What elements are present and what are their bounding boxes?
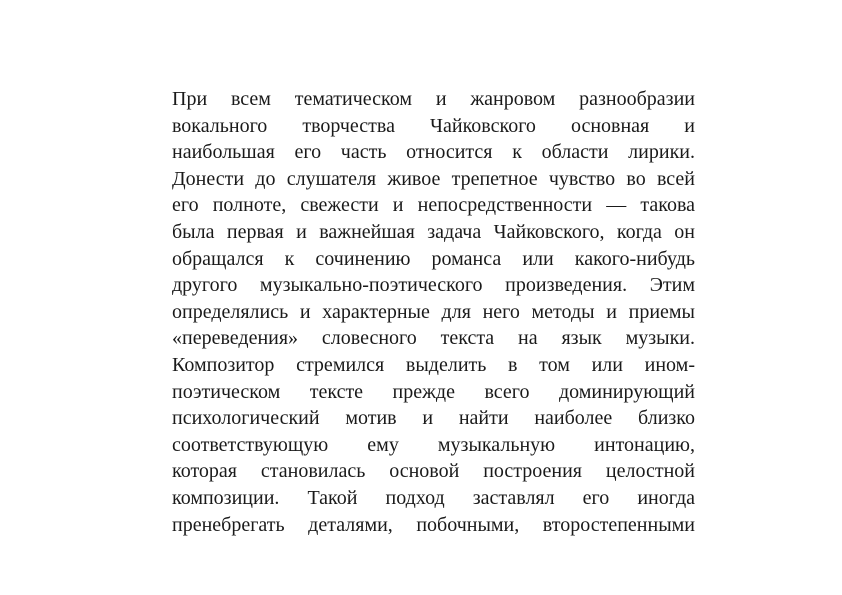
paragraph-line-17: пренебрегать деталями, побочными, второстепенными [172, 513, 695, 536]
paragraph-line-12: поэтическом тексте прежде всего доминирующий [172, 380, 695, 403]
paragraph-line-8: другого музыкально-поэтического произведения. Этим [172, 274, 695, 297]
paragraph-line-5: его полноте, свежести и непосредственности — такова [172, 194, 695, 217]
paragraph-line-4: Донести до слушателя живое трепетное чувство во всей [172, 167, 695, 190]
paragraph-line-9: определялись и характерные для него методы и приемы [172, 300, 695, 323]
paragraph-line-10: «переведения» словесного текста на язык музыки. [172, 327, 695, 350]
paragraph-line-16: композиции. Такой подход заставлял его иногда [172, 486, 695, 509]
paragraph-line-15: которая становилась основой построения целостной [172, 460, 695, 483]
paragraph-line-1: При всем тематическом и жанровом разнообразии [172, 88, 695, 110]
paragraph-line-7: обращался к сочинению романса или какого-нибудь [172, 247, 695, 270]
paragraph-line-13: психологический мотив и найти наиболее близко [172, 407, 695, 430]
body-paragraph [172, 86, 695, 538]
paragraph-line-6: была первая и важнейшая задача Чайковского, когда он [172, 220, 695, 243]
paragraph-line-14: соответствующую ему музыкальную интонацию, [172, 433, 695, 456]
paragraph-line-2: вокального творчества Чайковского основная и [172, 114, 695, 137]
paragraph-line-3: наибольшая его часть относится к области лирики. [172, 141, 695, 164]
paragraph-line-11: Композитор стремился выделить в том или ином- [172, 353, 695, 376]
